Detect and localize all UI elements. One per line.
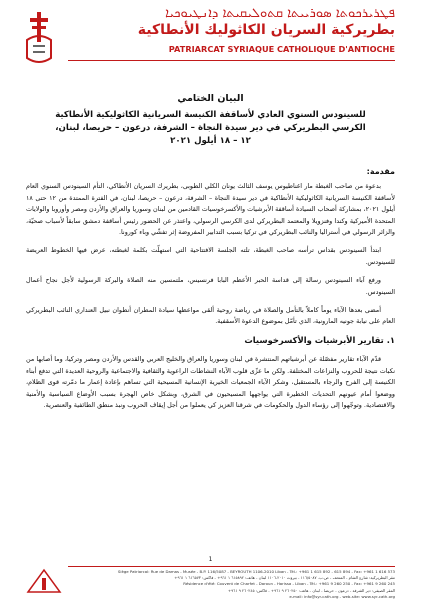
patriarchal-emblem-icon	[24, 10, 54, 68]
footer-emblem-icon	[24, 566, 64, 596]
title-line-1: البيان الختامي	[177, 93, 244, 104]
intro-label: مقدمة:	[366, 167, 395, 176]
header-divider	[68, 60, 395, 61]
section-heading-1: ١. تقارير الأبرشيات والأكسرخوسيات	[244, 334, 395, 345]
document-title	[26, 92, 395, 148]
footer-line-2: مقر البطريركية: شارع الشام - المتحف - ص.ب. ١١٦/٥٠٨٧ - بيروت ٢٠١٠-١١٠٦ لبنان - هاتف: ٦١٥٨٩٢ ١ ٩٦١+ - فاكس: ٦١٦٥٧٣ ١ ٩٦١+	[174, 575, 395, 581]
title-line-4: ١٢ – ١٨ أيلول ٢٠٢١	[170, 136, 251, 146]
title-line-2: للسينودس السنوي العادي لأساقفة الكنيسة السريانية الكاثوليكية الأنطاكية	[55, 110, 366, 120]
paragraph-1: بدعوة من صاحب الغبطة مار اغناطيوس يوسف الثالث يونان الكلي الطوبى، بطريرك السريان الأنطاكي، التأم السينودس السنوي العام لأساقفة الكنيسة السريانية الكاثوليكية الأنطاكية في دير سيدة النجاة – الشرفة، درعون – حريصا، لبنان، في الفترة الممتدة من ١٢ حتى ١٨ أيلول ٢٠٢١، بمشاركة أصحاب السيادة أساقفة الأبرشيات والأكسرخوسيات القادمين من لبنان وسوريا والعراق والأردن ومصر وأوروبا والولايات المتحدة الأميركية وكندا وفنزويلا والمعتمد البطريركي لدى الكرسي الرسولي، واعتذر عن الحضور رئيس أساقفة دمشق سابقاً لأسباب صحيّة، والزائر الرسولي في أستراليا والنائب البطريركي في تركيا بسبب التدابير المفروضة إثر تفشّي وباء كورونا.	[26, 182, 395, 237]
document-body	[26, 166, 395, 418]
footer-line-3: Résidence d'été: Couvent de Charfet - Daroun - Harissa - Liban - Tél.: +961 9 260 250 - Fax: +961 9 260 245	[183, 581, 395, 587]
footer-address	[68, 569, 395, 600]
paragraph-5: قدّم الآباء تقارير مفصّلة عن أبرشياتهم المنتشرة في لبنان وسوريا والعراق والخليج العربي والقدس والأردن ومصر وتركيا، وما أصابها من نكبات نتيجة للحروب والنزاعات المختلفة. ولكن ما عزّى قلوب الآباء النشاطات الراعوية والثقافية والاجتماعية والروحية العديدة التي تدفع أبناء الكنيسة إلى الفرح والرجاء بالمستقبل، وشكر الآباء الجمعيات الخيرية الإنسانية المسيحية التي تساهم بإعادة إعمار ما دمّرته قوى الظلام، ووضعوا أمام عيونهم التحديات الخطيرة التي يواجهها المسيحيون في الشرق، وبشكل خاص الهجرة بسبب الأوضاع السياسية والأمنية والاقتصادية. وتوجّهوا إلى رؤساء الدول والحكومات في شرقنا العزيز كي يعملوا من أجل إيقاف الحروب ونبذ منطق الطائفية والعنصرية.	[26, 355, 395, 409]
footer-line-1: Siège Patriarcal: Rue de Damas - Musée - B.P. 116/5087 - BEYROUTH 1106-2010 Liban - Tél.: +961 1 615 892 - 615 894 - Fax: +961 1 616 573	[117, 569, 395, 574]
french-title: PATRIARCAT SYRIAQUE CATHOLIQUE D'ANTIOCHE	[168, 44, 395, 54]
footer-divider	[68, 566, 395, 567]
title-line-3: الكرسي البطريركي في دير سيدة النجاة – الشرفة، درعون – حريصا، لبنان،	[55, 123, 366, 133]
syriac-title: ܦܛܪܝܪܟܘܬܐ ܣܘܪܝܝܬܐ ܩܬܘܠܝܩܝܬܐ ܕܐܢܛܝܘܟܝܐ	[165, 6, 395, 21]
footer-line-4: المقر الصيفي: دير الشرفة - درعون - حريصا - لبنان - هاتف: ٢٦٠٢٥٠ ٩ ٩٦١+ - فاكس: ٢٦٠٢٤٥ ٩ ٩٦١+	[227, 587, 395, 593]
paragraph-2: ابتدأ السينودس بقداس ترأسه صاحب الغبطة، تلته الجلسة الافتتاحية التي استهلّت بكلمة لغبطته، عرض فيها الخطوط العريضة للسينودس.	[26, 246, 395, 266]
arabic-title: بطريركية السريان الكاثوليك الأنطاكية	[137, 22, 395, 38]
page-number: 1	[208, 556, 213, 563]
paragraph-3: ورفع آباء السينودس رسالة إلى قداسة الحبر الأعظم البابا فرنسيس، ملتمسين منه الصلاة والبركة الرسولية لأجل نجاح أعمال السينودس.	[26, 276, 395, 296]
letterhead	[0, 0, 421, 72]
paragraph-4: أمضى بعدها الآباء يوماً كاملاً بالتأمل والصلاة في رياضة روحية ألقى مواعظها سيادة المطران أنطوان نبيل العنداري النائب البطريركي العام على نيابة جونيه المارونية، الذي تأمّل بموضوع الدعوة الأسقفية.	[26, 306, 395, 326]
footer-contact[interactable]: e-mail: info@syr-cath.org - web-site: www.syr-cath.org	[289, 593, 395, 599]
